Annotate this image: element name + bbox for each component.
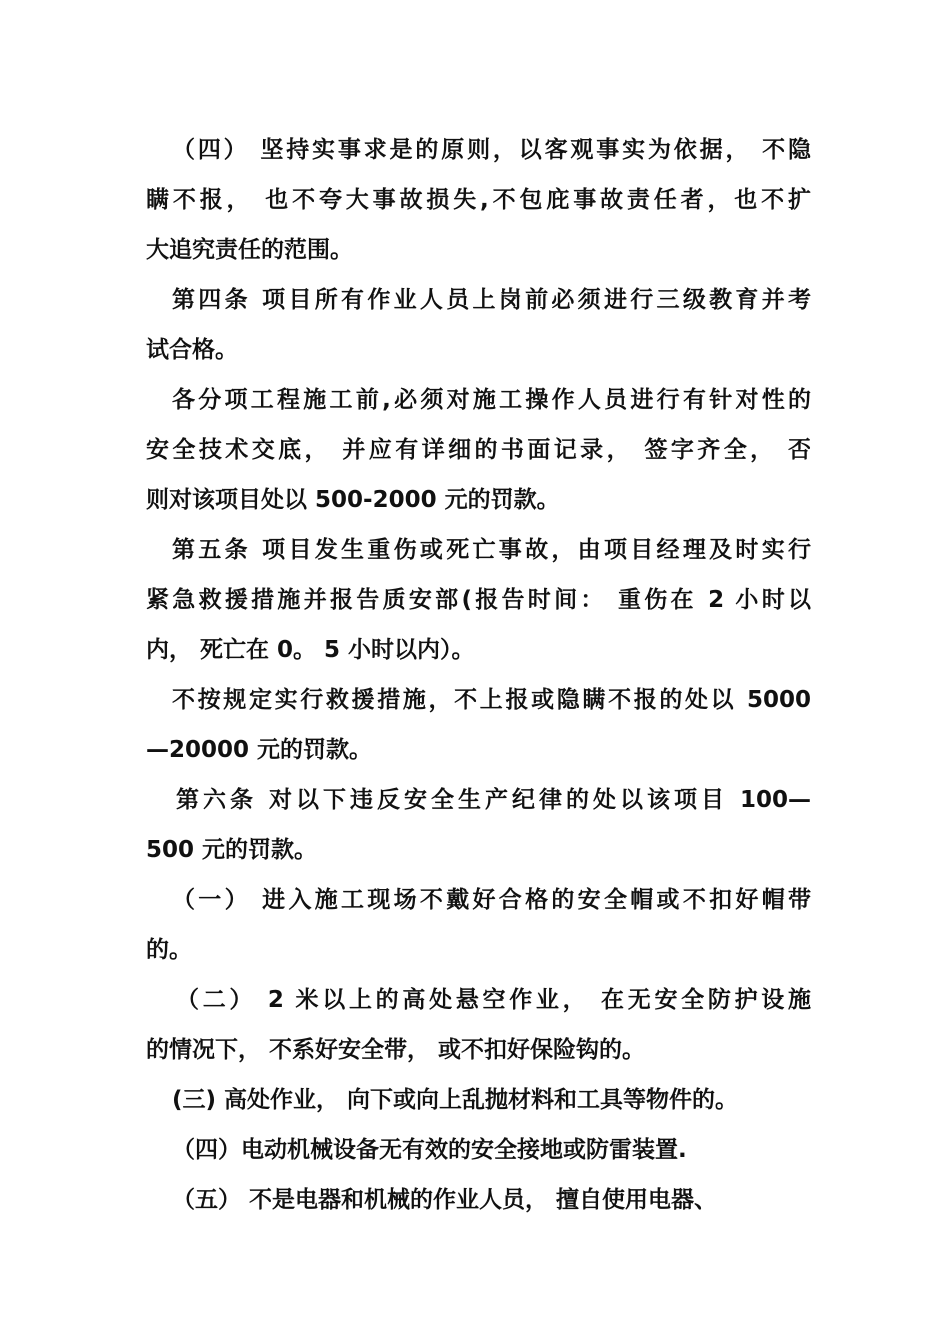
paragraph-line: (三) 高处作业， 向下或向上乱抛材料和工具等物件的。: [172, 1087, 739, 1113]
paragraph-line: （四）电动机械设备无有效的安全接地或防雷装置.: [172, 1137, 687, 1163]
paragraph-line: 则对该项目处以 500-2000 元的罚款。: [146, 487, 560, 513]
paragraph-line: （二） 2 米以上的高处悬空作业， 在无安全防护设施: [176, 987, 811, 1013]
paragraph-line: 不按规定实行救援措施，不上报或隐瞒不报的处以 5000: [172, 687, 811, 713]
paragraph-line: 的情况下， 不系好安全带， 或不扣好保险钩的。: [146, 1037, 646, 1063]
paragraph-line: （一） 进入施工现场不戴好合格的安全帽或不扣好帽带: [172, 887, 811, 913]
paragraph-line: （五） 不是电器和机械的作业人员， 擅自使用电器、: [172, 1187, 718, 1213]
paragraph-line: 第四条 项目所有作业人员上岗前必须进行三级教育并考: [172, 287, 811, 313]
paragraph-line: 试合格。: [146, 337, 238, 363]
paragraph-line: 大追究责任的范围。: [146, 237, 353, 263]
paragraph-line: —20000 元的罚款。: [146, 737, 373, 763]
paragraph-line: 瞒不报， 也不夸大事故损失,不包庇事故责任者，也不扩: [146, 187, 811, 213]
paragraph-line: 500 元的罚款。: [146, 837, 318, 863]
paragraph-line: 的。: [146, 937, 192, 963]
paragraph-line: 紧急救援措施并报告质安部(报告时间： 重伤在 2 小时以: [146, 587, 811, 613]
paragraph-line: 内， 死亡在 0。 5 小时以内）。: [146, 637, 475, 663]
paragraph-line: 安全技术交底， 并应有详细的书面记录， 签字齐全， 否: [146, 437, 811, 463]
paragraph-line: 各分项工程施工前,必须对施工操作人员进行有针对性的: [172, 387, 811, 413]
paragraph-line: 第五条 项目发生重伤或死亡事故，由项目经理及时实行: [172, 537, 811, 563]
paragraph-line: 第六条 对以下违反安全生产纪律的处以该项目 100—: [176, 787, 811, 813]
paragraph-line: （四） 坚持实事求是的原则，以客观事实为依据， 不隐: [172, 137, 811, 163]
